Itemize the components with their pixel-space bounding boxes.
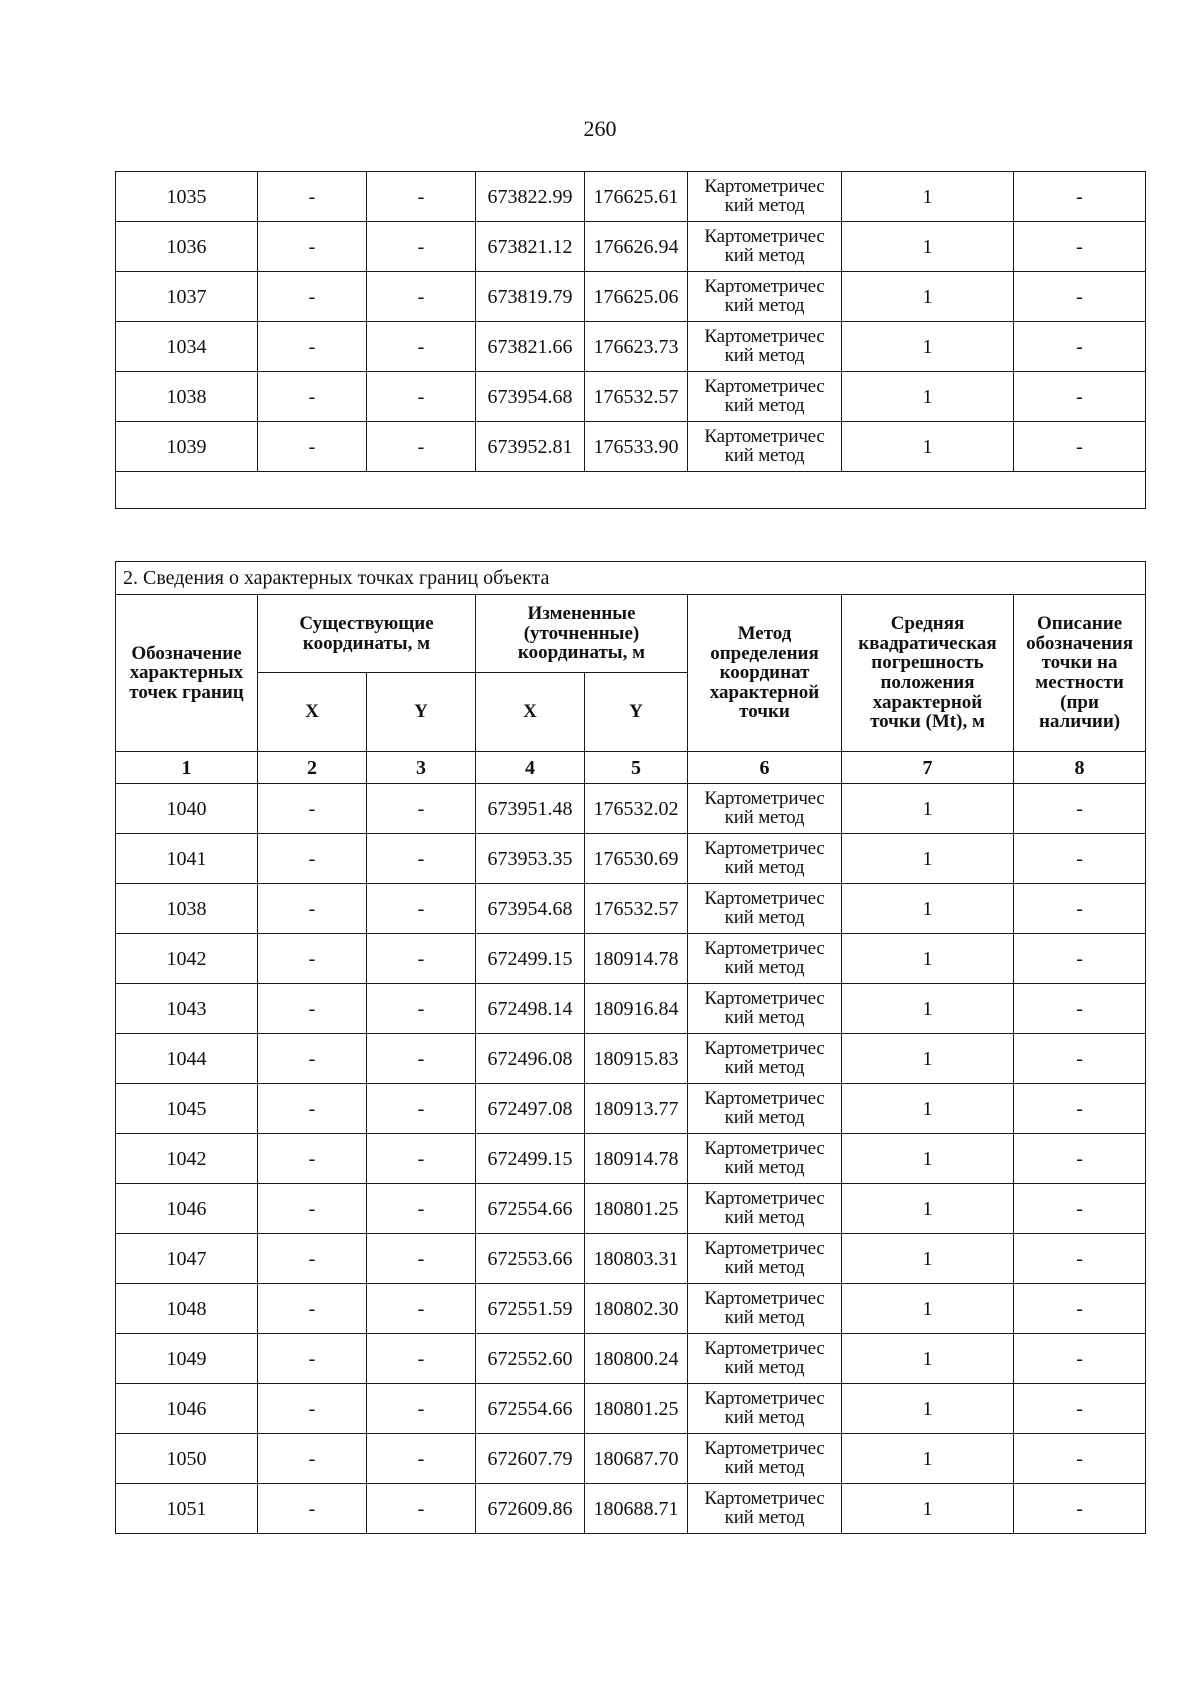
mean-error-cell: 1: [842, 1234, 1014, 1284]
method-cell: Картометричес кий метод: [688, 1484, 842, 1534]
method-cell: Картометричес кий метод: [688, 222, 842, 272]
table-row: [116, 322, 1146, 372]
header-mean-error: Средняя квадратическая погрешность положения характерной точки (Mt), м: [842, 595, 1014, 752]
mean-error-cell: 1: [842, 372, 1014, 422]
point-cell: 1043: [116, 984, 258, 1034]
existing-y-cell: -: [367, 934, 476, 984]
point-cell: 1045: [116, 1084, 258, 1134]
changed-y-cell: 180801.25: [585, 1184, 688, 1234]
mean-error-cell: 1: [842, 1384, 1014, 1434]
description-cell: -: [1014, 1334, 1146, 1384]
existing-x-cell: -: [258, 984, 367, 1034]
existing-y-cell: -: [367, 1384, 476, 1434]
description-cell: -: [1014, 1184, 1146, 1234]
point-cell: 1050: [116, 1434, 258, 1484]
table-row: [116, 934, 1146, 984]
column-number: 5: [585, 752, 688, 784]
point-cell: 1040: [116, 784, 258, 834]
mean-error-cell: 1: [842, 1434, 1014, 1484]
point-cell: 1046: [116, 1184, 258, 1234]
table-row: [116, 1234, 1146, 1284]
description-cell: -: [1014, 1384, 1146, 1434]
existing-y-cell: -: [367, 1084, 476, 1134]
existing-x-cell: -: [258, 272, 367, 322]
description-cell: -: [1014, 272, 1146, 322]
changed-x-cell: 672496.08: [476, 1034, 585, 1084]
point-cell: 1042: [116, 934, 258, 984]
existing-x-cell: -: [258, 372, 367, 422]
header-changed-x: X: [476, 673, 585, 752]
existing-y-cell: -: [367, 834, 476, 884]
changed-x-cell: 672499.15: [476, 934, 585, 984]
method-cell: Картометричес кий метод: [688, 1334, 842, 1384]
column-number: 4: [476, 752, 585, 784]
method-cell: Картометричес кий метод: [688, 272, 842, 322]
description-cell: -: [1014, 784, 1146, 834]
mean-error-cell: 1: [842, 934, 1014, 984]
point-cell: 1038: [116, 884, 258, 934]
column-number: 2: [258, 752, 367, 784]
method-cell: Картометричес кий метод: [688, 934, 842, 984]
mean-error-cell: 1: [842, 1134, 1014, 1184]
changed-y-cell: 176532.57: [585, 884, 688, 934]
point-cell: 1051: [116, 1484, 258, 1534]
description-cell: -: [1014, 1434, 1146, 1484]
method-cell: Картометричес кий метод: [688, 322, 842, 372]
changed-x-cell: 672499.15: [476, 1134, 585, 1184]
method-cell: Картометричес кий метод: [688, 1034, 842, 1084]
header-existing-y: Y: [367, 673, 476, 752]
changed-y-cell: 180913.77: [585, 1084, 688, 1134]
mean-error-cell: 1: [842, 1284, 1014, 1334]
changed-x-cell: 673954.68: [476, 372, 585, 422]
mean-error-cell: 1: [842, 272, 1014, 322]
existing-y-cell: -: [367, 1434, 476, 1484]
existing-y-cell: -: [367, 172, 476, 222]
description-cell: -: [1014, 884, 1146, 934]
method-cell: Картометричес кий метод: [688, 984, 842, 1034]
changed-y-cell: 180915.83: [585, 1034, 688, 1084]
section-title: 2. Сведения о характерных точках границ объекта: [116, 562, 1146, 595]
changed-y-cell: 180800.24: [585, 1334, 688, 1384]
mean-error-cell: 1: [842, 322, 1014, 372]
column-numbers-row: [116, 752, 1146, 784]
method-cell: Картометричес кий метод: [688, 1134, 842, 1184]
existing-x-cell: -: [258, 172, 367, 222]
changed-y-cell: 176626.94: [585, 222, 688, 272]
point-cell: 1044: [116, 1034, 258, 1084]
table-row: [116, 884, 1146, 934]
table-row: [116, 1184, 1146, 1234]
header-point: Обозначение характерных точек границ: [116, 595, 258, 752]
changed-y-cell: 176623.73: [585, 322, 688, 372]
description-cell: -: [1014, 172, 1146, 222]
description-cell: -: [1014, 834, 1146, 884]
existing-x-cell: -: [258, 322, 367, 372]
header-changed-y: Y: [585, 673, 688, 752]
description-cell: -: [1014, 422, 1146, 472]
mean-error-cell: 1: [842, 422, 1014, 472]
changed-y-cell: 180801.25: [585, 1384, 688, 1434]
method-cell: Картометричес кий метод: [688, 1434, 842, 1484]
mean-error-cell: 1: [842, 1084, 1014, 1134]
description-cell: -: [1014, 1484, 1146, 1534]
method-cell: Картометричес кий метод: [688, 1284, 842, 1334]
table-row: [116, 834, 1146, 884]
method-cell: Картометричес кий метод: [688, 1384, 842, 1434]
existing-y-cell: -: [367, 1184, 476, 1234]
existing-y-cell: -: [367, 222, 476, 272]
existing-y-cell: -: [367, 1284, 476, 1334]
table-row: [116, 784, 1146, 834]
table-row: [116, 372, 1146, 422]
existing-y-cell: -: [367, 1034, 476, 1084]
existing-x-cell: -: [258, 834, 367, 884]
table-row: [116, 1334, 1146, 1384]
changed-x-cell: 673954.68: [476, 884, 585, 934]
header-row-top: [116, 595, 1146, 673]
changed-x-cell: 672609.86: [476, 1484, 585, 1534]
table-row: [116, 422, 1146, 472]
changed-x-cell: 672497.08: [476, 1084, 585, 1134]
header-description: Описание обозначения точки на местности (при наличии): [1014, 595, 1146, 752]
empty-cell: [116, 472, 1146, 509]
changed-x-cell: 673953.35: [476, 834, 585, 884]
description-cell: -: [1014, 984, 1146, 1034]
method-cell: Картометричес кий метод: [688, 834, 842, 884]
point-cell: 1042: [116, 1134, 258, 1184]
characteristic-points-table: [115, 561, 1146, 1534]
mean-error-cell: 1: [842, 1484, 1014, 1534]
point-cell: 1041: [116, 834, 258, 884]
mean-error-cell: 1: [842, 1184, 1014, 1234]
description-cell: -: [1014, 1034, 1146, 1084]
changed-y-cell: 180914.78: [585, 934, 688, 984]
changed-x-cell: 672551.59: [476, 1284, 585, 1334]
existing-x-cell: -: [258, 1184, 367, 1234]
column-number: 6: [688, 752, 842, 784]
table-row: [116, 1084, 1146, 1134]
table-row: [116, 1284, 1146, 1334]
method-cell: Картометричес кий метод: [688, 1084, 842, 1134]
changed-y-cell: 176532.02: [585, 784, 688, 834]
point-cell: 1047: [116, 1234, 258, 1284]
table-row: [116, 1484, 1146, 1534]
changed-y-cell: 180687.70: [585, 1434, 688, 1484]
table1-body: [116, 172, 1146, 472]
mean-error-cell: 1: [842, 984, 1014, 1034]
changed-y-cell: 176530.69: [585, 834, 688, 884]
existing-x-cell: -: [258, 1384, 367, 1434]
method-cell: Картометричес кий метод: [688, 422, 842, 472]
existing-y-cell: -: [367, 1334, 476, 1384]
changed-x-cell: 672553.66: [476, 1234, 585, 1284]
table1-empty-row: [116, 472, 1146, 509]
table2-body: [116, 784, 1146, 1534]
changed-y-cell: 180803.31: [585, 1234, 688, 1284]
table-row: [116, 222, 1146, 272]
changed-x-cell: 673819.79: [476, 272, 585, 322]
existing-x-cell: -: [258, 1334, 367, 1384]
header-existing-x: X: [258, 673, 367, 752]
existing-x-cell: -: [258, 934, 367, 984]
table-row: [116, 1384, 1146, 1434]
changed-y-cell: 180802.30: [585, 1284, 688, 1334]
point-cell: 1046: [116, 1384, 258, 1434]
changed-y-cell: 180916.84: [585, 984, 688, 1034]
existing-y-cell: -: [367, 1234, 476, 1284]
existing-x-cell: -: [258, 1484, 367, 1534]
existing-x-cell: -: [258, 784, 367, 834]
method-cell: Картометричес кий метод: [688, 1234, 842, 1284]
existing-y-cell: -: [367, 322, 476, 372]
changed-x-cell: 673952.81: [476, 422, 585, 472]
table-row: [116, 1134, 1146, 1184]
changed-x-cell: 673821.66: [476, 322, 585, 372]
mean-error-cell: 1: [842, 784, 1014, 834]
existing-y-cell: -: [367, 272, 476, 322]
changed-x-cell: 672554.66: [476, 1384, 585, 1434]
existing-y-cell: -: [367, 984, 476, 1034]
point-cell: 1039: [116, 422, 258, 472]
header-existing-coordinates: Существующие координаты, м: [258, 595, 476, 673]
changed-x-cell: 672498.14: [476, 984, 585, 1034]
existing-x-cell: -: [258, 222, 367, 272]
method-cell: Картометричес кий метод: [688, 172, 842, 222]
changed-y-cell: 176533.90: [585, 422, 688, 472]
description-cell: -: [1014, 322, 1146, 372]
changed-x-cell: 673822.99: [476, 172, 585, 222]
method-cell: Картометричес кий метод: [688, 884, 842, 934]
existing-y-cell: -: [367, 784, 476, 834]
changed-y-cell: 176532.57: [585, 372, 688, 422]
existing-y-cell: -: [367, 422, 476, 472]
mean-error-cell: 1: [842, 1334, 1014, 1384]
existing-x-cell: -: [258, 1034, 367, 1084]
existing-x-cell: -: [258, 1134, 367, 1184]
existing-y-cell: -: [367, 1134, 476, 1184]
existing-y-cell: -: [367, 1484, 476, 1534]
existing-x-cell: -: [258, 1284, 367, 1334]
table-row: [116, 984, 1146, 1034]
header-method: Метод определения координат характерной точки: [688, 595, 842, 752]
mean-error-cell: 1: [842, 884, 1014, 934]
mean-error-cell: 1: [842, 222, 1014, 272]
changed-y-cell: 176625.61: [585, 172, 688, 222]
header-changed-coordinates: Измененные (уточненные) координаты, м: [476, 595, 688, 673]
column-number: 7: [842, 752, 1014, 784]
description-cell: -: [1014, 1084, 1146, 1134]
point-cell: 1035: [116, 172, 258, 222]
description-cell: -: [1014, 1234, 1146, 1284]
existing-x-cell: -: [258, 1234, 367, 1284]
existing-x-cell: -: [258, 1084, 367, 1134]
method-cell: Картометричес кий метод: [688, 1184, 842, 1234]
existing-x-cell: -: [258, 1434, 367, 1484]
changed-x-cell: 672554.66: [476, 1184, 585, 1234]
existing-y-cell: -: [367, 884, 476, 934]
description-cell: -: [1014, 934, 1146, 984]
table-row: [116, 1034, 1146, 1084]
description-cell: -: [1014, 372, 1146, 422]
column-number: 8: [1014, 752, 1146, 784]
table-row: [116, 172, 1146, 222]
point-cell: 1038: [116, 372, 258, 422]
page-number: 260: [583, 116, 617, 141]
changed-y-cell: 180688.71: [585, 1484, 688, 1534]
column-number: 1: [116, 752, 258, 784]
point-cell: 1049: [116, 1334, 258, 1384]
changed-x-cell: 672607.79: [476, 1434, 585, 1484]
description-cell: -: [1014, 1134, 1146, 1184]
table-row: [116, 272, 1146, 322]
method-cell: Картометричес кий метод: [688, 372, 842, 422]
changed-x-cell: 673821.12: [476, 222, 585, 272]
point-cell: 1036: [116, 222, 258, 272]
existing-y-cell: -: [367, 372, 476, 422]
mean-error-cell: 1: [842, 834, 1014, 884]
table-row: [116, 1434, 1146, 1484]
point-cell: 1034: [116, 322, 258, 372]
method-cell: Картометричес кий метод: [688, 784, 842, 834]
changed-y-cell: 180914.78: [585, 1134, 688, 1184]
section-title-row: [116, 562, 1146, 595]
point-cell: 1048: [116, 1284, 258, 1334]
description-cell: -: [1014, 1284, 1146, 1334]
changed-x-cell: 672552.60: [476, 1334, 585, 1384]
existing-x-cell: -: [258, 884, 367, 934]
point-cell: 1037: [116, 272, 258, 322]
mean-error-cell: 1: [842, 172, 1014, 222]
coordinates-table-continued: [115, 171, 1146, 509]
mean-error-cell: 1: [842, 1034, 1014, 1084]
column-number: 3: [367, 752, 476, 784]
changed-x-cell: 673951.48: [476, 784, 585, 834]
changed-y-cell: 176625.06: [585, 272, 688, 322]
description-cell: -: [1014, 222, 1146, 272]
existing-x-cell: -: [258, 422, 367, 472]
